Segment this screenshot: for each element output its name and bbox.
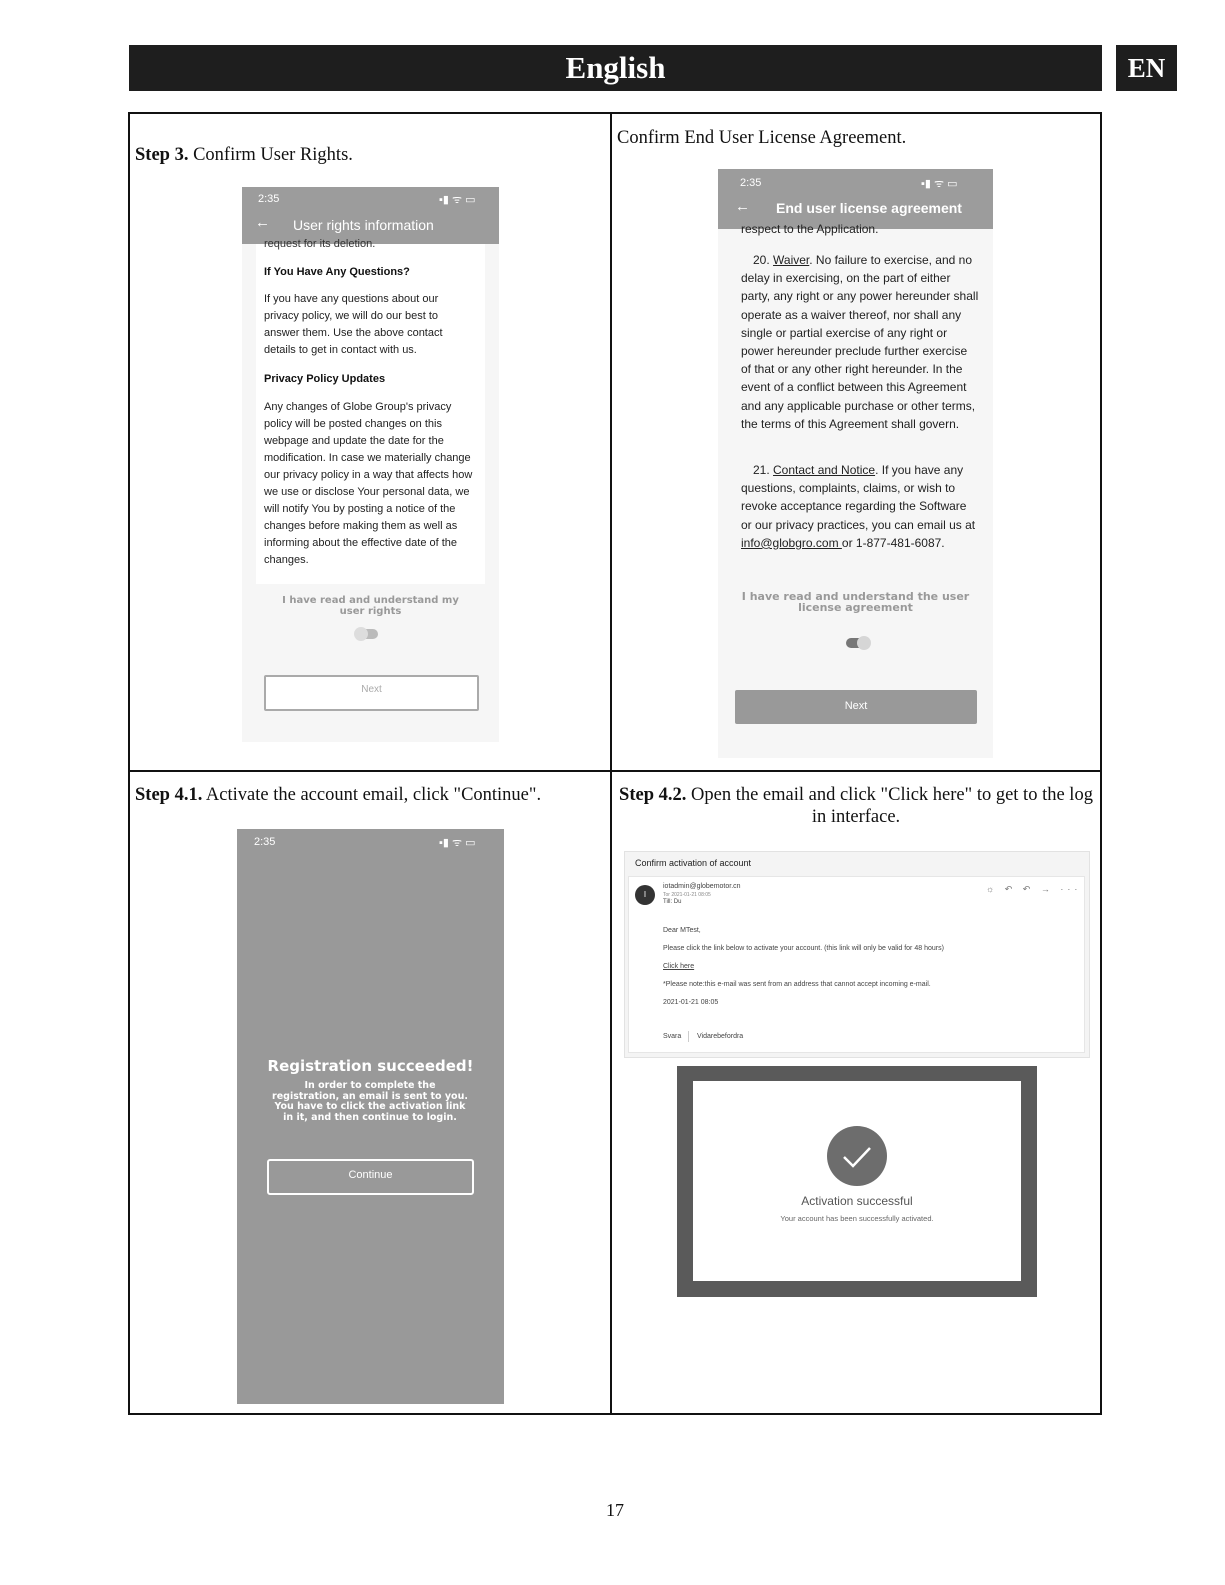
email-greeting: Dear MTest, [663, 927, 701, 934]
next-button-label: Next [361, 684, 382, 695]
language-badge: EN [1116, 45, 1177, 91]
sender-address: iotadmin@globemotor.cn [663, 883, 741, 890]
email-line1: Please click the link below to activate your account. (this link will only be valid for 48 hours) [663, 945, 944, 952]
clause-21: 21. Contact and Notice. If you have any questions, complaints, claims, or wish to revoke acceptance regarding the Software or our privacy practices, you can email us at info@globgro.com or 1-877-481-6087. [741, 463, 976, 550]
activation-body: Your account has been successfully activated. [780, 1214, 934, 1223]
check-circle-icon [827, 1126, 887, 1186]
contact-notice-link: Contact and Notice [773, 463, 876, 477]
table-border-center [610, 112, 612, 1415]
rights-content [256, 238, 485, 584]
table-border-bottom [128, 1413, 1102, 1415]
ack-toggle-knob [354, 627, 368, 641]
ack-label: I have read and understand my user rights [282, 595, 459, 617]
table-border-middle [128, 770, 1102, 772]
eula-caption: Confirm End User License Agreement. [617, 128, 907, 148]
status-time: 2:35 [258, 193, 280, 205]
status-icons: ▪▮ ᯤ ▭ [439, 837, 476, 849]
language-header: English [129, 45, 1102, 91]
email-note: *Please note:this e-mail was sent from an address that cannot accept incoming e-mail. [663, 981, 931, 988]
step3-caption: Step 3. Confirm User Rights. [135, 145, 353, 165]
ack-label: I have read and understand the user license agreement [741, 590, 970, 614]
updates-body: Any changes of Globe Group's privacy policy will be posted changes on this webpage and update the date for the modification. In case we materially change our privacy policy in a way that affects how we use or disclose Your personal data, we will notify You by posting a notice of the changes before making them as well as informing about the effective date of the changes. [264, 401, 473, 566]
email-subject: Confirm activation of account [635, 858, 752, 868]
continue-button-label: Continue [348, 1169, 393, 1181]
email-timestamp: 2021-01-21 08:05 [663, 999, 719, 1006]
table-border-top [128, 112, 1102, 114]
questions-body: If you have any questions about our privacy policy, we will do our best to answer them. Use the above contact details to get in contact with us. [264, 293, 443, 356]
sender-avatar: I [635, 885, 655, 905]
step42-caption: Step 4.2. Open the email and click "Click here" to get to the log in interface. [619, 785, 1093, 827]
status-icons: ▪▮ ᯤ ▭ [439, 194, 476, 206]
cut-line: request for its deletion. [264, 238, 376, 250]
table-border-left [128, 112, 130, 1415]
reply-button[interactable]: Svara [663, 1033, 682, 1040]
activation-title: Activation successful [801, 1194, 913, 1208]
cut-line: respect to the Application. [741, 222, 879, 236]
activation-email [624, 851, 1090, 1058]
email-recipient: Till: Du [663, 899, 682, 905]
clause-20: 20. Waiver. No failure to exercise, and no delay in exercising, on the part of either party, any right or any power hereunder shall operate as a waiver thereof, nor shall any single or partial exercise of any right or power hereunder preclude further exercise of that or any other right hereunder. In the event of a conflict between this Agreement and any applicable purchase or other terms, the terms of this Agreement shall govern. [741, 253, 979, 431]
forward-button[interactable]: Vidarebefordra [697, 1033, 744, 1040]
activation-success-panel [693, 1081, 1021, 1281]
checkmark-icon [827, 1126, 887, 1186]
eula-screen [718, 169, 993, 758]
step41-caption: Step 4.1. Activate the account email, click "Continue". [135, 785, 542, 805]
email-body-pane [628, 876, 1085, 1053]
next-button-label: Next [844, 700, 868, 712]
back-arrow-icon[interactable]: ← [255, 214, 270, 231]
questions-heading: If You Have Any Questions? [264, 266, 410, 278]
status-icons: ▪▮ ᯤ ▭ [921, 178, 958, 190]
eula-content [718, 222, 993, 559]
email-date: Tor 2021-01-21 08:05 [663, 892, 711, 898]
back-arrow-icon[interactable]: ← [735, 198, 750, 215]
registration-body: In order to complete the registration, an email is sent to you. You have to click the activation link in it, and then continue to login. [272, 1080, 468, 1123]
click-here-link[interactable]: Click here [663, 963, 695, 970]
action-divider [688, 1031, 689, 1042]
updates-heading: Privacy Policy Updates [264, 373, 386, 385]
waiver-link: Waiver [773, 253, 810, 267]
screen-title: User rights information [293, 217, 434, 233]
registration-screen [237, 829, 504, 1404]
screen-title: End user license agreement [776, 200, 962, 216]
table-border-right [1100, 112, 1102, 1415]
ack-toggle-knob [857, 636, 871, 650]
eula-titlebar [718, 169, 993, 229]
page-number: 17 [606, 1500, 624, 1520]
email-link[interactable]: info@globgro.com [741, 535, 842, 550]
email-actions[interactable]: ☼ ↶ ↶ → ··· [986, 884, 1082, 894]
user-rights-screen [242, 187, 499, 742]
activation-success-frame [677, 1066, 1037, 1297]
status-time: 2:35 [254, 836, 276, 848]
status-time: 2:35 [740, 177, 762, 189]
registration-heading: Registration succeeded! [267, 1057, 474, 1075]
